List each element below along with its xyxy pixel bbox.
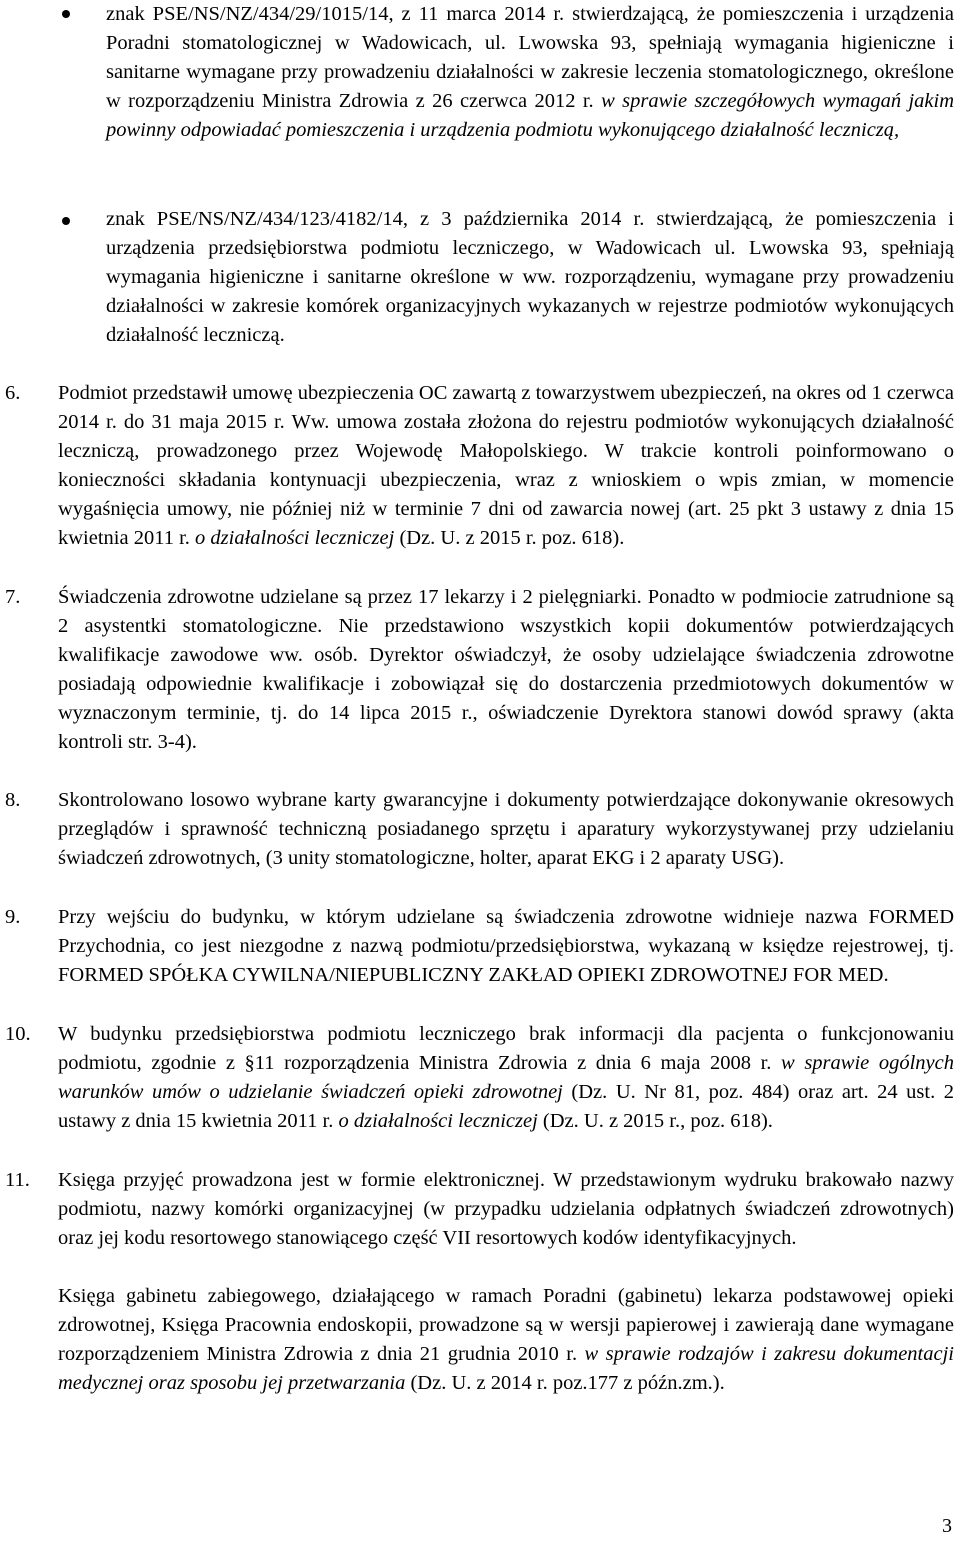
item-text: Przy wejściu do budynku, w którym udzielane są świadczenia zdrowotne widnieje nazwa FORMED Przychodnia, co jest niezgodne z nazwą podmiotu/przedsiębiorstwa, wykazaną w księdze rejestrowej, tj. FORMED SPÓŁKA CYWILNA/NIEPUBLICZNY ZAKŁAD OPIEKI ZDROWOTNEJ FOR MED.	[58, 906, 954, 986]
legal-act-title: o działalności leczniczej	[195, 527, 395, 549]
item-number: 10.	[5, 1023, 31, 1045]
item-text: Skontrolowano losowo wybrane karty gwarancyjne i dokumenty potwierdzające dokonywanie okresowych przeglądów i sprawność techniczną posiadanego sprzętu i aparatury wykorzystywanej przy udzielaniu świadczeń zdrowotnych, (3 unity stomatologiczne, holter, aparat EKG i 2 aparaty USG).	[58, 789, 954, 869]
item-text: W budynku przedsiębiorstwa podmiotu leczniczego brak informacji dla pacjenta o funkcjonowaniu podmiotu, zgodnie z §11 rozporządzenia Ministra Zdrowia z dnia 6 maja 2008 r.	[58, 1023, 954, 1074]
item-number: 9.	[5, 906, 21, 928]
item-text-tail: (Dz. U. z 2015 r. poz. 618).	[394, 527, 625, 549]
list-item-7	[58, 583, 954, 757]
item-number: 7.	[5, 586, 21, 608]
list-item-6	[58, 379, 954, 553]
item-text: Świadczenia zdrowotne udzielane są przez 17 lekarzy i 2 pielęgniarki. Ponadto w podmiocie zatrudnione są 2 asystentki stomatologiczne. Nie przedstawiono wszystkich kopii dokumentów potwierdzających kwalifikacje zawodowe ww. osób. Dyrektor oświadczył, że osoby udzielające świadczenia zdrowotne posiadają odpowiednie kwalifikacje i zobowiązał się do dostarczenia przedmiotowych dokumentów w wyznaczonym terminie, tj. do 14 lipca 2015 r., oświadczenie Dyrektora stanowi dowód sprawy (akta kontroli str. 3-4).	[58, 586, 954, 753]
bullet-marker	[62, 10, 70, 18]
legal-act-title: o działalności leczniczej	[338, 1110, 538, 1132]
bullet-text: znak PSE/NS/NZ/434/123/4182/14, z 3 października 2014 r. stwierdzającą, że pomieszczenia i urządzenia przedsiębiorstwa podmiotu leczniczego, w Wadowicach ul. Lwowska 93, spełniają wymagania higieniczne i sanitarne określone w ww. rozporządzeniu, wymagane przy prowadzeniu działalności w zakresie komórek organizacyjnych wykazanych w rejestrze podmiotów wykonujących działalność leczniczą.	[106, 208, 954, 346]
item-number: 6.	[5, 382, 21, 404]
continuation-paragraph	[58, 1282, 954, 1398]
bullet-text: znak PSE/NS/NZ/434/29/1015/14, z 11 marca 2014 r. stwierdzającą, że pomieszczenia i urządzenia Poradni stomatologicznej w Wadowicach, ul. Lwowska 93, spełniają wymagania higieniczne i sanitarne wymagane przy prowadzeniu działalności w zakresie leczenia stomatologicznego, określone w rozporządzeniu Ministra Zdrowia z 26 czerwca 2012 r.	[106, 3, 954, 112]
item-text-tail: (Dz. U. z 2015 r., poz. 618).	[537, 1110, 773, 1132]
legal-act-title: w sprawie ogólnych warunków umów o udzielanie świadczeń opieki zdrowotnej	[58, 1052, 954, 1103]
page-number: 3	[942, 1515, 952, 1537]
legal-act-title: w sprawie szczegółowych wymagań jakim powinny odpowiadać pomieszczenia i urządzenia podmiotu wykonującego działalność leczniczą,	[106, 90, 955, 141]
item-text: Księga przyjęć prowadzona jest w formie elektronicznej. W przedstawionym wydruku brakowało nazwy podmiotu, nazwy komórki organizacyjnej (w przypadku udzielania odpłatnych świadczeń zdrowotnych) oraz jej kodu resortowego stanowiącego część VII resortowych kodów identyfikacyjnych.	[58, 1169, 954, 1249]
paragraph-text-tail: (Dz. U. z 2014 r. poz.177 z późn.zm.).	[405, 1372, 725, 1394]
bullet-item-1	[106, 0, 954, 145]
item-text-middle: (Dz. U. Nr 81, poz. 484) oraz art. 24 ust. 2 ustawy z dnia 15 kwietnia 2011 r.	[58, 1081, 954, 1132]
list-item-11	[58, 1166, 954, 1253]
list-item-10	[58, 1020, 954, 1136]
item-number: 11.	[5, 1169, 30, 1191]
bullet-marker	[62, 217, 70, 225]
item-number: 8.	[5, 789, 21, 811]
item-text: Podmiot przedstawił umowę ubezpieczenia OC zawartą z towarzystwem ubezpieczeń, na okres od 1 czerwca 2014 r. do 31 maja 2015 r. Ww. umowa została złożona do rejestru podmiotów wykonujących działalność leczniczą, prowadzonego przez Wojewodę Małopolskiego. W trakcie kontroli poinformowano o konieczności składania kontynuacji ubezpieczenia, wraz z wnioskiem o wpis zmian, w momencie wygaśnięcia umowy, nie później niż w terminie 7 dni od zawarcia nowej (art. 25 pkt 3 ustawy z dnia 15 kwietnia 2011 r.	[58, 382, 954, 549]
paragraph-text: Księga gabinetu zabiegowego, działającego w ramach Poradni (gabinetu) lekarza podstawowej opieki zdrowotnej, Księga Pracownia endoskopii, prowadzone są w wersji papierowej i zawierają dane wymagane rozporządzeniem Ministra Zdrowia z dnia 21 grudnia 2010 r.	[58, 1285, 954, 1365]
legal-act-title: w sprawie rodzajów i zakresu dokumentacji medycznej oraz sposobu jej przetwarzania	[58, 1343, 954, 1394]
list-item-9	[58, 903, 954, 990]
list-item-8	[58, 786, 954, 873]
bullet-item-2	[106, 205, 954, 350]
